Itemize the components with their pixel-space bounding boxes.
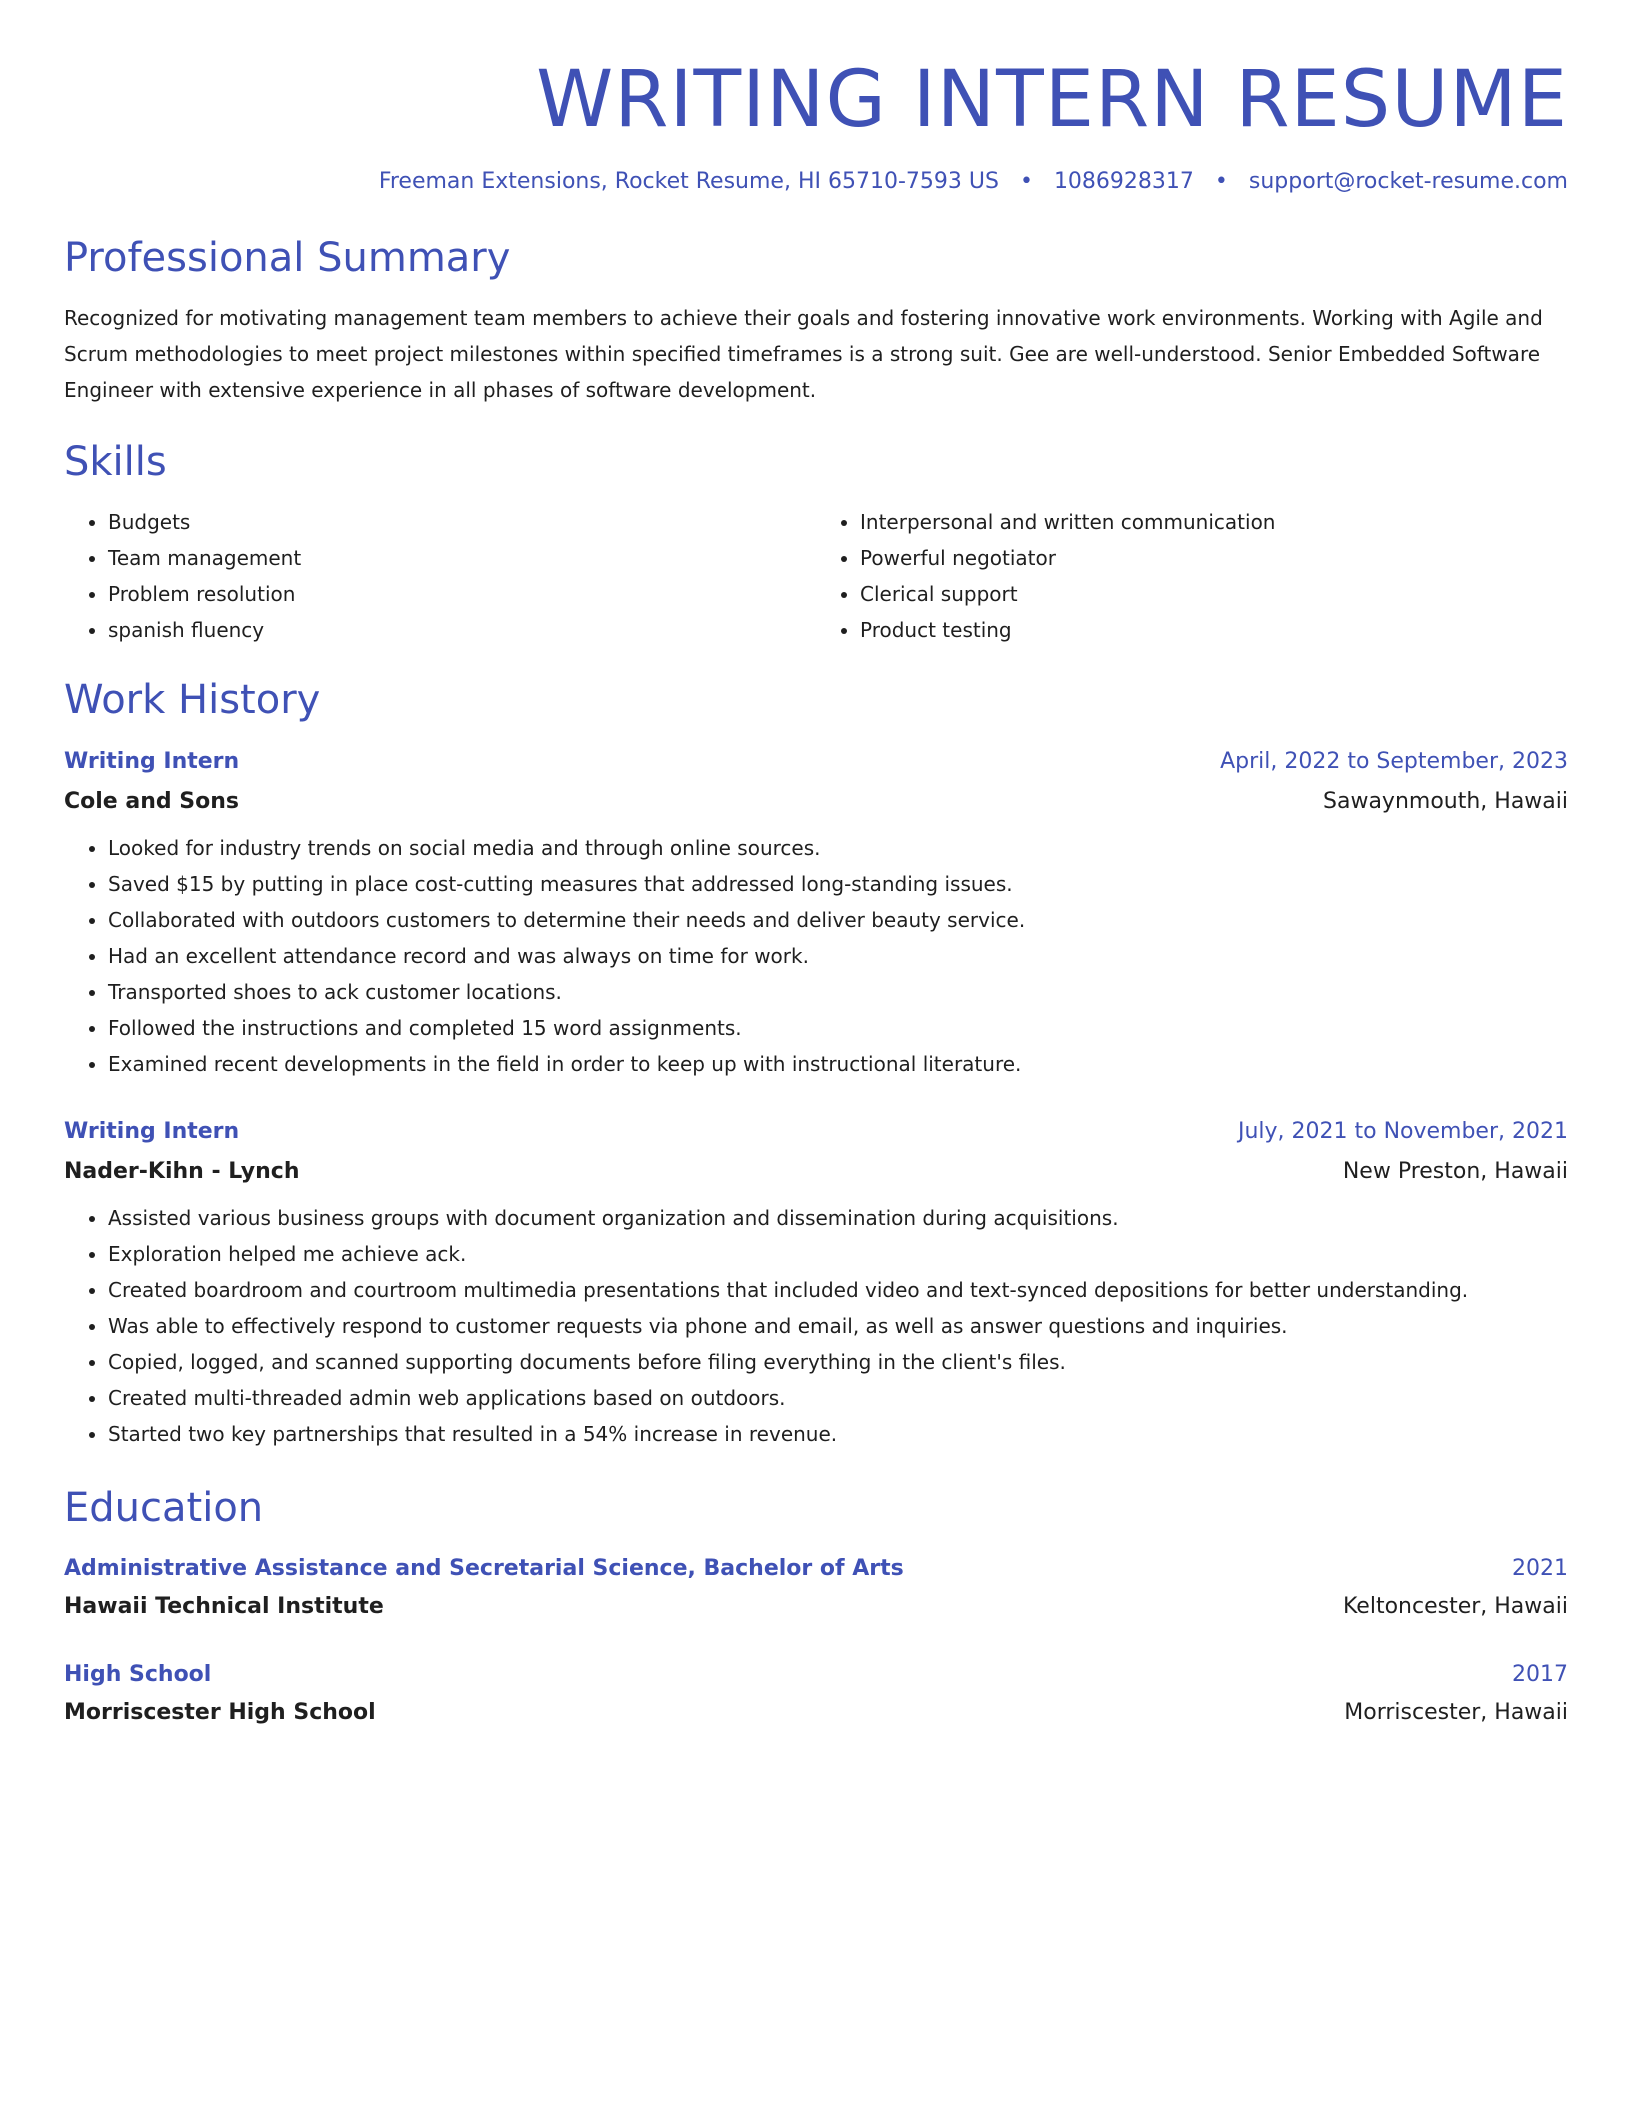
contact-line	[64, 166, 1568, 198]
education-school-row	[64, 1588, 1568, 1626]
job-header-row	[64, 1112, 1568, 1152]
contact-separator: •	[1019, 169, 1033, 194]
job-company: Cole and Sons	[64, 789, 240, 814]
skill-item: • Team management	[108, 540, 816, 576]
education-entry	[64, 1656, 1568, 1732]
job-entry	[64, 742, 1568, 1082]
job-bullet: • Looked for industry trends on social media and through online sources.	[108, 830, 1568, 866]
skill-item: • Clerical support	[860, 576, 1568, 612]
education-header-row	[64, 1550, 1568, 1588]
job-bullet: • Followed the instructions and completed 15 word assignments.	[108, 1010, 1568, 1046]
summary-text: Recognized for motivating management team members to achieve their goals and fostering innovative work environments. Working with Agile and Scrum methodologies to meet project milestones within specified timeframes is a strong suit. Gee are well-understood. Senior Embedded Software Engineer with extensive experience in all phases of software development.	[64, 306, 1543, 402]
job-bullets	[64, 830, 1568, 1082]
skill-item: • Budgets	[108, 504, 816, 540]
job-company-row	[64, 1152, 1568, 1192]
skills-section	[64, 436, 1568, 648]
job-bullets	[64, 1200, 1568, 1452]
job-bullet: • Saved $15 by putting in place cost-cutting measures that addressed long-standing issues.	[108, 866, 1568, 902]
skills-list-right	[816, 504, 1568, 648]
education-section	[64, 1482, 1568, 1732]
skills-columns	[64, 504, 1568, 648]
skill-item: • Product testing	[860, 612, 1568, 648]
job-bullet: • Exploration helped me achieve ack.	[108, 1236, 1568, 1272]
job-entry	[64, 1112, 1568, 1452]
contact-email: support@rocket-resume.com	[1248, 169, 1568, 194]
education-school-row	[64, 1694, 1568, 1732]
work-section	[64, 674, 1568, 1452]
job-dates: July, 2021 to November, 2021	[1237, 1119, 1568, 1144]
education-location: Morriscester, Hawaii	[1344, 1700, 1568, 1725]
job-location: Sawaynmouth, Hawaii	[1323, 789, 1568, 814]
education-entry	[64, 1550, 1568, 1626]
contact-address: Freeman Extensions, Rocket Resume, HI 65710-7593 US	[378, 169, 999, 194]
skill-item: • Interpersonal and written communication	[860, 504, 1568, 540]
summary-section	[64, 232, 1568, 408]
summary-heading: Professional Summary	[64, 235, 511, 281]
education-school: Morriscester High School	[64, 1700, 376, 1725]
education-header-row	[64, 1656, 1568, 1694]
skill-item: • Powerful negotiator	[860, 540, 1568, 576]
job-bullet: • Examined recent developments in the field in order to keep up with instructional literature.	[108, 1046, 1568, 1082]
education-location: Keltoncester, Hawaii	[1342, 1594, 1568, 1619]
job-bullet: • Collaborated with outdoors customers to determine their needs and deliver beauty service.	[108, 902, 1568, 938]
skill-item: • spanish fluency	[108, 612, 816, 648]
contact-separator: •	[1214, 169, 1228, 194]
work-heading: Work History	[64, 677, 321, 723]
job-bullet: • Transported shoes to ack customer locations.	[108, 974, 1568, 1010]
job-title: Writing Intern	[64, 1119, 240, 1144]
job-bullet: • Started two key partnerships that resulted in a 54% increase in revenue.	[108, 1416, 1568, 1452]
skills-list-left	[64, 504, 816, 648]
job-bullet: • Copied, logged, and scanned supporting documents before filing everything in the client's files.	[108, 1344, 1568, 1380]
education-degree: High School	[64, 1662, 212, 1687]
job-company-row	[64, 782, 1568, 822]
job-bullet: • Had an excellent attendance record and was always on time for work.	[108, 938, 1568, 974]
contact-phone: 1086928317	[1053, 169, 1194, 194]
job-dates: April, 2022 to September, 2023	[1220, 749, 1568, 774]
job-bullet: • Was able to effectively respond to customer requests via phone and email, as well as answer questions and inquiries.	[108, 1308, 1568, 1344]
job-bullet: • Created boardroom and courtroom multimedia presentations that included video and text-synced depositions for better understanding.	[108, 1272, 1568, 1308]
education-year: 2021	[1512, 1556, 1568, 1581]
job-company: Nader-Kihn - Lynch	[64, 1159, 300, 1184]
job-bullet: • Assisted various business groups with document organization and dissemination during acquisitions.	[108, 1200, 1568, 1236]
education-degree: Administrative Assistance and Secretarial Science, Bachelor of Arts	[64, 1556, 904, 1581]
job-title: Writing Intern	[64, 749, 240, 774]
education-year: 2017	[1512, 1662, 1568, 1687]
job-location: New Preston, Hawaii	[1342, 1159, 1568, 1184]
skill-item: • Problem resolution	[108, 576, 816, 612]
skills-heading: Skills	[64, 439, 167, 485]
education-school: Hawaii Technical Institute	[64, 1594, 384, 1619]
resume-title: WRITING INTERN RESUME	[536, 55, 1568, 145]
resume-header	[64, 52, 1568, 198]
education-heading: Education	[64, 1485, 264, 1531]
job-bullet: • Created multi-threaded admin web applications based on outdoors.	[108, 1380, 1568, 1416]
job-header-row	[64, 742, 1568, 782]
